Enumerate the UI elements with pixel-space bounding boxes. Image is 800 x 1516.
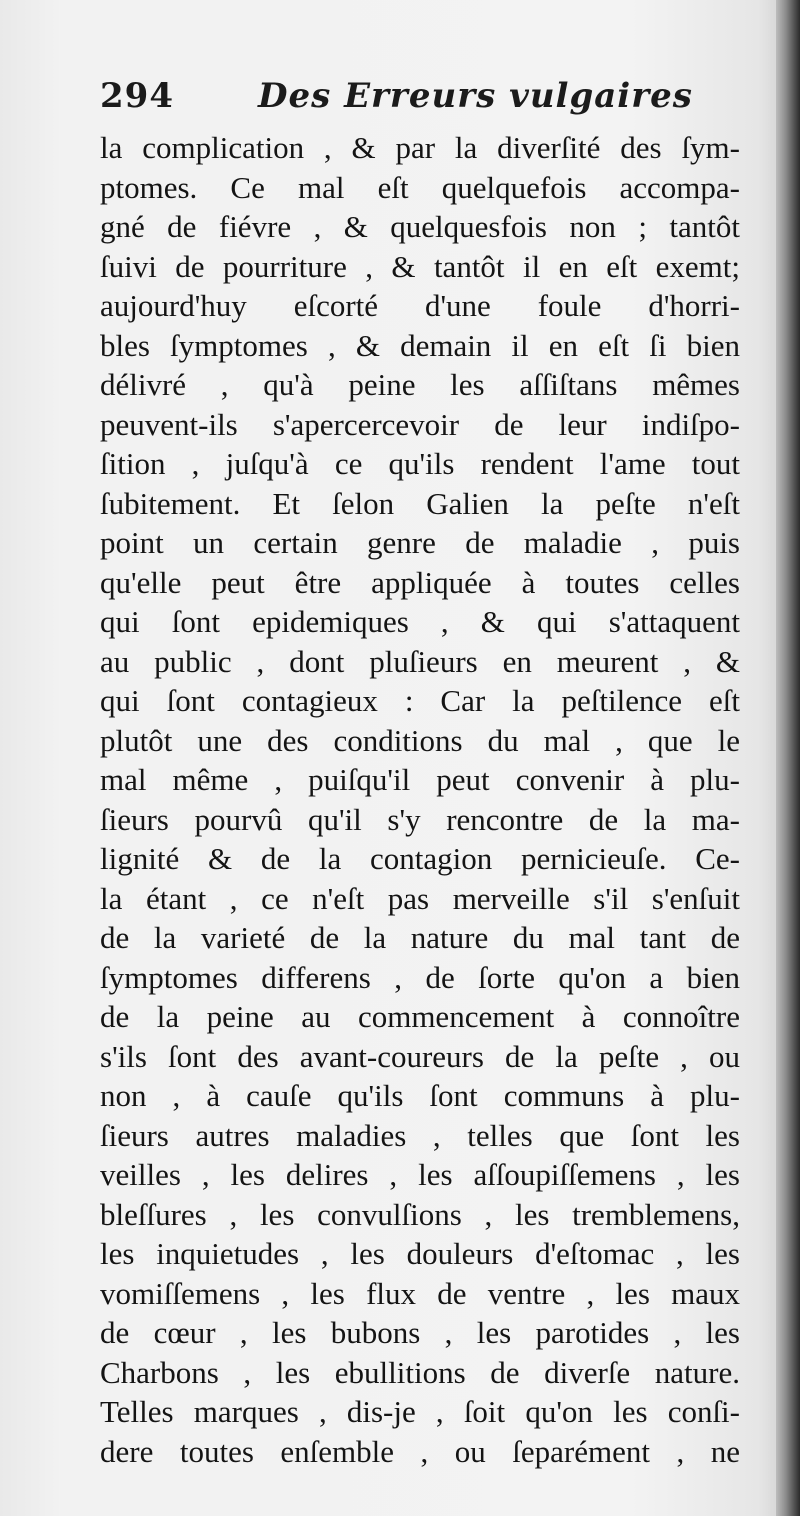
text-line: les inquietudes , les douleurs d'eſtomac , les bbox=[100, 1236, 740, 1271]
text-line: au public , dont pluſieurs en meurent , & bbox=[100, 643, 740, 679]
text-line: vomiſſemens , les flux de ventre , les maux bbox=[100, 1275, 740, 1311]
text-line: non , à cauſe qu'ils ſont communs à plu- bbox=[100, 1078, 740, 1113]
text-line: de la peine au commencement à connoître bbox=[100, 999, 740, 1034]
text-line: ſymptomes differens , de ſorte qu'on a bien bbox=[100, 959, 740, 995]
text-line: point un certain genre de maladie , puis bbox=[100, 525, 740, 560]
page-header bbox=[100, 72, 740, 122]
text-line: mal même , puiſqu'il peut convenir à plu- bbox=[100, 762, 740, 797]
page-number: 294 bbox=[100, 76, 174, 116]
text-line: qu'elle peut être appliquée à toutes celles bbox=[100, 564, 740, 600]
text-line: la étant , ce n'eſt pas merveille s'il s'enſuit bbox=[100, 880, 740, 916]
text-line: Charbons , les ebullitions de diverſe nature. bbox=[100, 1354, 740, 1390]
text-line: dere toutes enſemble , ou ſeparément , ne bbox=[100, 1433, 740, 1469]
text-line: bles ſymptomes , & demain il en eſt ſi bien bbox=[100, 327, 740, 363]
running-title: Des Erreurs vulgaires bbox=[258, 76, 693, 116]
text-line: ſieurs pourvû qu'il s'y rencontre de la ma- bbox=[100, 801, 740, 837]
text-line: de cœur , les bubons , les parotides , les bbox=[100, 1315, 740, 1350]
text-line: veilles , les delires , les aſſoupiſſemens , les bbox=[100, 1157, 740, 1192]
text-line: délivré , qu'à peine les aſſiſtans mêmes bbox=[100, 367, 740, 402]
text-line: la complication , & par la diverſité des ſym- bbox=[100, 130, 740, 165]
text-line: aujourd'huy eſcorté d'une foule d'horri- bbox=[100, 288, 740, 323]
body-text bbox=[100, 128, 740, 1471]
text-line: ſieurs autres maladies , telles que ſont les bbox=[100, 1117, 740, 1153]
text-line: ſition , juſqu'à ce qu'ils rendent l'ame tout bbox=[100, 446, 740, 481]
text-line: ſuivi de pourriture , & tantôt il en eſt exemt; bbox=[100, 248, 740, 284]
text-line: de la varieté de la nature du mal tant de bbox=[100, 920, 740, 955]
text-line: Telles marques , dis-je , ſoit qu'on les conſi- bbox=[100, 1394, 740, 1429]
text-line: qui ſont contagieux : Car la peſtilence eſt bbox=[100, 683, 740, 718]
text-line: bleſſures , les convulſions , les tremblemens, bbox=[100, 1196, 740, 1232]
text-line: peuvent-ils s'apercercevoir de leur indiſpo- bbox=[100, 406, 740, 442]
text-line: plutôt une des conditions du mal , que le bbox=[100, 722, 740, 758]
text-line: gné de fiévre , & quelquesfois non ; tantôt bbox=[100, 209, 740, 244]
text-line: s'ils ſont des avant-coureurs de la peſte , ou bbox=[100, 1038, 740, 1074]
text-line: qui ſont epidemiques , & qui s'attaquent bbox=[100, 604, 740, 639]
text-line: ptomes. Ce mal eſt quelquefois accompa- bbox=[100, 169, 740, 205]
text-line: ſubitement. Et ſelon Galien la peſte n'eſt bbox=[100, 485, 740, 521]
text-line: lignité & de la contagion pernicieuſe. Ce- bbox=[100, 841, 740, 876]
book-spine-edge bbox=[776, 0, 800, 1516]
